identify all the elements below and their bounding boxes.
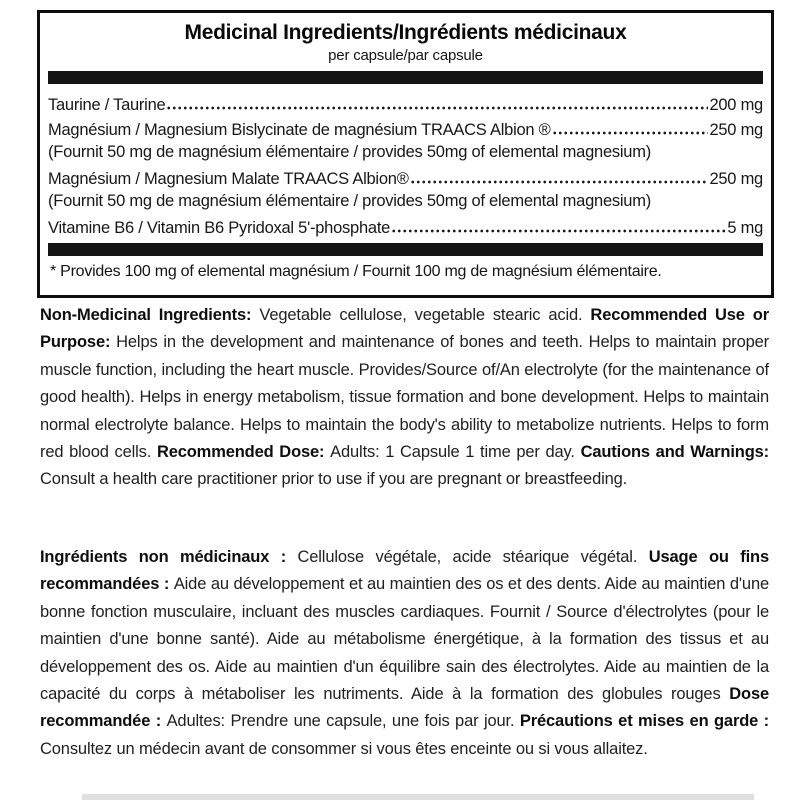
ingredient-amount: 250 mg [709, 170, 763, 188]
fr-heading-non-medicinal: Ingrédients non médicinaux : [40, 548, 298, 566]
fr-heading-dose: Dose recommandée : [40, 685, 769, 731]
en-text: Consult a health care practitioner prior to use if you are pregnant or breastfeeding. [40, 470, 628, 489]
en-heading-recommended-use: Recommended Use or Purpose: [40, 306, 770, 352]
panel-footnote: * Provides 100 mg of elemental magnésium / Fournit 100 mg de magnésium élémentaire. [50, 263, 662, 280]
ingredient-note: (Fournit 50 mg de magnésium élémentaire / provides 50mg of elemental magnesium) [48, 192, 651, 210]
en-text: Vegetable cellulose, vegetable stearic acid. [259, 306, 591, 324]
ingredient-name: Magnésium / Magnesium Bislycinate de magnésium TRAACS Albion ® [48, 121, 551, 139]
ingredient-name: Vitamine B6 / Vitamin B6 Pyridoxal 5'-phosphate [48, 219, 391, 237]
english-paragraph [40, 302, 769, 494]
ingredient-row [48, 164, 763, 189]
fr-text: Consultez un médecin avant de consommer si vous êtes enceinte ou si vous allaitez. [40, 739, 648, 758]
dot-leader [391, 213, 726, 238]
ingredient-amount: 250 mg [709, 121, 763, 139]
fr-heading-precautions: Précautions et mises en garde : [519, 712, 770, 731]
en-heading-recommended-dose: Recommended Dose: [156, 443, 331, 462]
dot-leader [166, 90, 708, 115]
fr-text: Aide au développement et au maintien des os et des dents. Aide au maintien d'une bonne fonction musculaire, incluant des muscles cardiaques. Fournit / Source d'électrolytes (pour le maintien d'une bonne santé). Aide au métabolisme énergétique, à la formation des tissus et au développement des os. Aide au maintien d'un équilibre sain des électrolytes. Aide au maintien de la capacité du corps à métaboliser les nutriments. Aide à la formation des globules rouges [40, 575, 769, 704]
en-heading-cautions: Cautions and Warnings: [580, 443, 770, 462]
ingredient-row [48, 90, 763, 115]
bottom-crop-artifact [82, 794, 754, 800]
ingredient-name: Taurine / Taurine [48, 96, 166, 114]
fr-heading-usage: Usage ou fins recommandées : [40, 548, 769, 594]
medicinal-ingredients-panel [37, 10, 774, 298]
ingredient-amount: 200 mg [709, 96, 763, 114]
fr-text: Adultes: Prendre une capsule, une fois par jour. [166, 712, 520, 731]
en-text: Helps in the development and maintenance of bones and teeth. Helps to maintain proper muscle function, including the heart muscle. Provides/Source of/An electrolyte (for the maintenance of good health). Helps in energy metabolism, tissue formation and bone development. Helps to maintain normal electrolyte balance. Helps to maintain the body's ability to metabolize nutrients. Helps to form red blood cells. [40, 333, 769, 462]
panel-subtitle: per capsule/par capsule [328, 47, 483, 64]
french-paragraph [40, 544, 769, 763]
ingredient-list [48, 90, 763, 238]
divider-bar-top [48, 71, 763, 84]
fr-text: Cellulose végétale, acide stéarique végétal. [297, 548, 649, 566]
en-heading-non-medicinal: Non-Medicinal Ingredients: [40, 306, 260, 324]
en-text: Adults: 1 Capsule 1 time per day. [330, 443, 581, 462]
dot-leader [552, 115, 709, 140]
divider-bar-bottom [48, 243, 763, 256]
ingredient-note: (Fournit 50 mg de magnésium élémentaire / provides 50mg of elemental magnesium) [48, 143, 651, 161]
dot-leader [410, 164, 709, 189]
ingredient-row [48, 115, 763, 140]
panel-title: Medicinal Ingredients/Ingrédients médicinaux [184, 21, 627, 44]
ingredient-row [48, 213, 763, 238]
ingredient-name: Magnésium / Magnesium Malate TRAACS Albion® [48, 170, 409, 188]
ingredient-amount: 5 mg [727, 219, 763, 237]
